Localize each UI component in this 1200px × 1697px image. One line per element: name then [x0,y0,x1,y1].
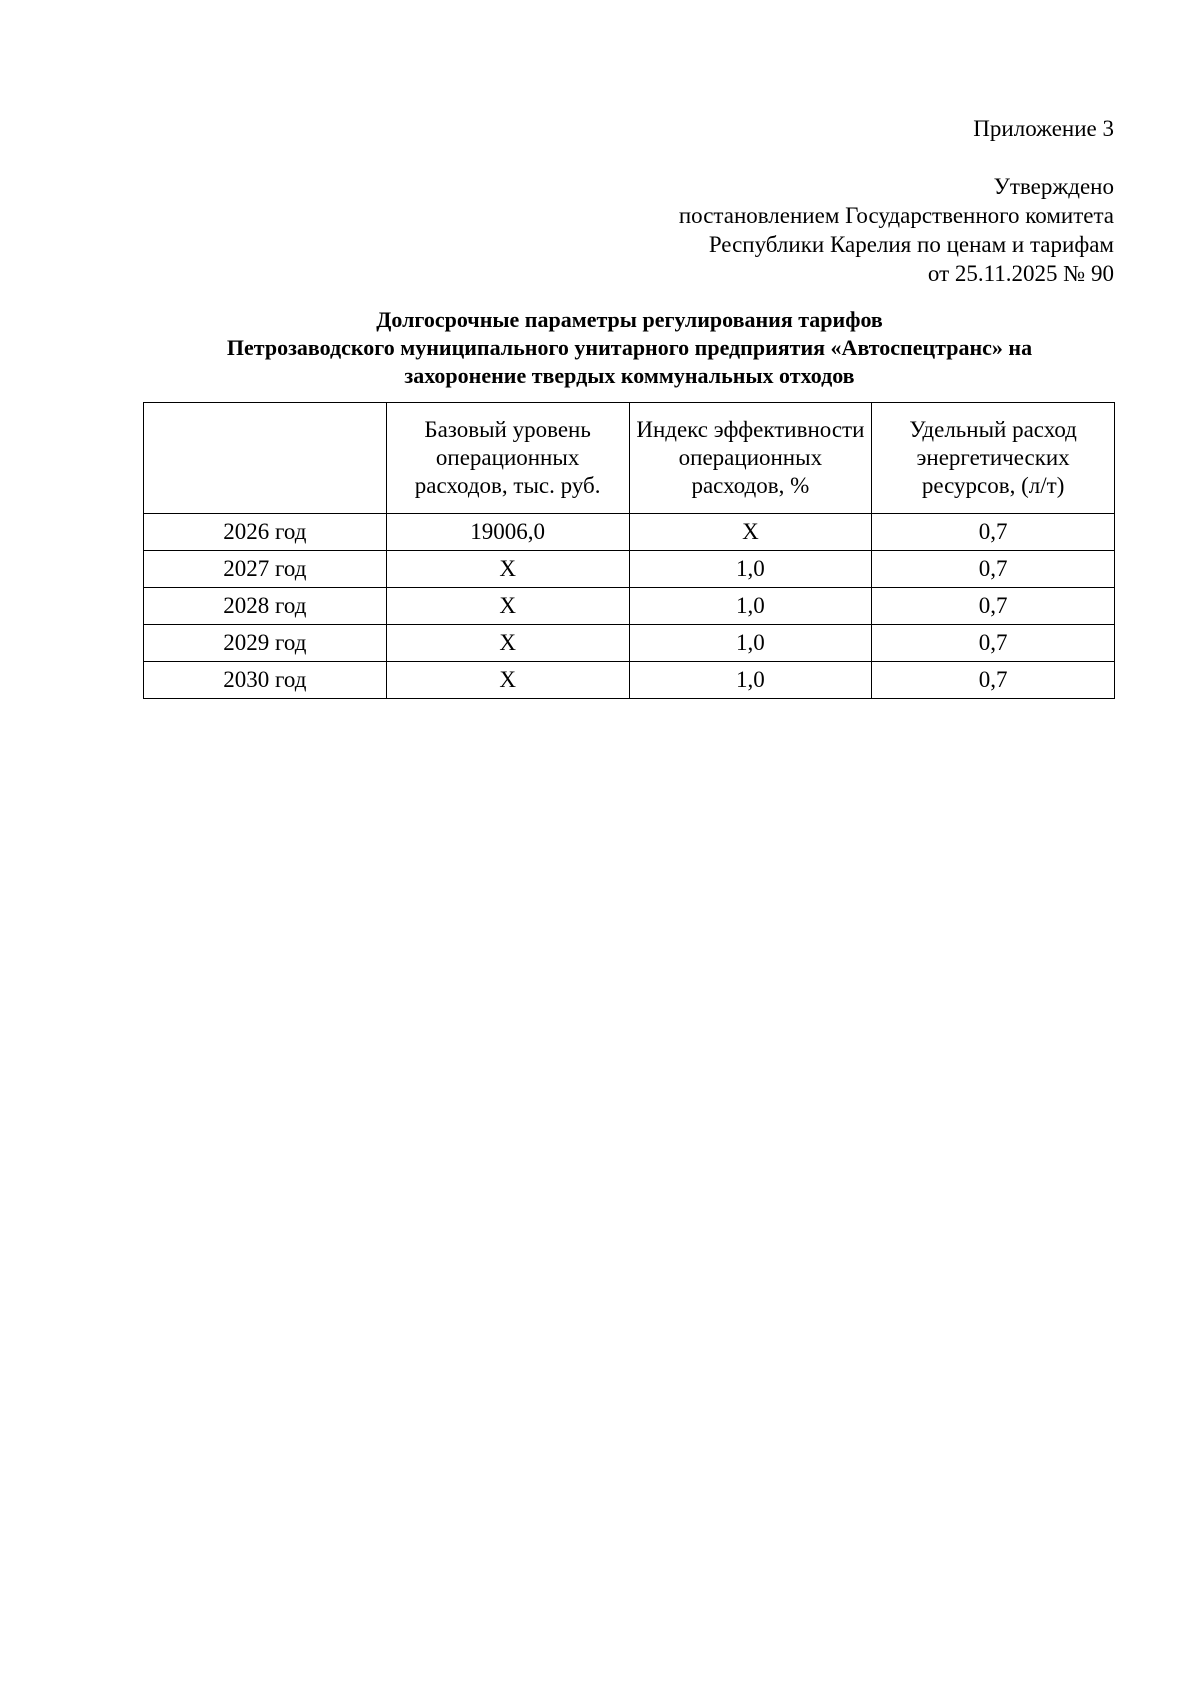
header-cell-efficiency-index: Индекс эффективности операционных расходов, % [629,403,872,514]
base-level-cell: Х [386,551,629,588]
table-row [144,551,1115,588]
year-cell: 2028 год [144,588,387,625]
table-row [144,625,1115,662]
title-line: Петрозаводского муниципального унитарного предприятия «Автоспецтранс» на [226,335,1033,360]
year-cell: 2026 год [144,514,387,551]
efficiency-index-cell: Х [629,514,872,551]
header-cell-base-level: Базовый уровень операционных расходов, тыс. руб. [386,403,629,514]
base-level-cell: Х [386,625,629,662]
table-row [144,662,1115,699]
table-row [144,588,1115,625]
title-line: захоронение твердых коммунальных отходов [404,363,855,388]
approval-line: Республики Карелия по ценам и тарифам [708,232,1114,257]
base-level-cell: Х [386,662,629,699]
year-cell: 2027 год [144,551,387,588]
appendix-label: Приложение 3 [973,116,1114,141]
approval-line: от 25.11.2025 № 90 [927,261,1114,286]
base-level-cell: Х [386,588,629,625]
energy-consumption-cell: 0,7 [872,588,1115,625]
energy-consumption-cell: 0,7 [872,551,1115,588]
approval-line: постановлением Государственного комитета [678,203,1114,228]
approval-line: Утверждено [993,174,1114,199]
year-cell: 2029 год [144,625,387,662]
base-level-cell: 19006,0 [386,514,629,551]
energy-consumption-cell: 0,7 [872,625,1115,662]
header-cell-energy-consumption: Удельный расход энергетических ресурсов, (л/т) [872,403,1115,514]
efficiency-index-cell: 1,0 [629,662,872,699]
document-title [145,306,1114,390]
parameters-table [143,402,1115,699]
table-header-row [144,403,1115,514]
energy-consumption-cell: 0,7 [872,514,1115,551]
efficiency-index-cell: 1,0 [629,625,872,662]
title-line: Долгосрочные параметры регулирования тарифов [376,307,883,332]
energy-consumption-cell: 0,7 [872,662,1115,699]
table-row [144,514,1115,551]
header-cell-year [144,403,387,514]
year-cell: 2030 год [144,662,387,699]
efficiency-index-cell: 1,0 [629,588,872,625]
efficiency-index-cell: 1,0 [629,551,872,588]
approval-block [679,172,1114,288]
